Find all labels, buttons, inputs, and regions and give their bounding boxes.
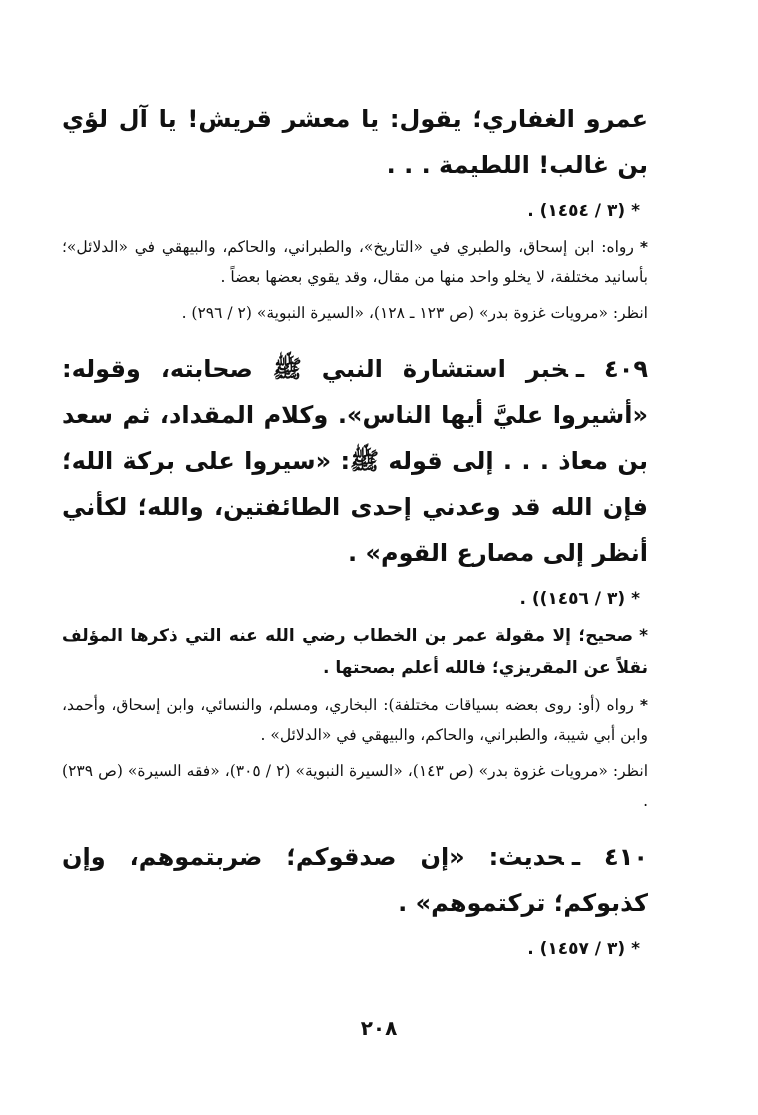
entry-409-reference xyxy=(62,584,640,614)
entry-409-heading-text: خبر استشارة النبي ﷺ صحابته، وقوله: «أشيروا عليَّ أيها الناس». وكلام المقداد، ثم سعد بن معاذ . . . إلى قوله ﷺ: «سيروا على بركة الله؛ فإن الله قد وعدني إحدى الطائفتين، والله؛ لكأني أنظر إلى مصارع القوم» . xyxy=(62,355,648,567)
entry-410-heading-text: حديث: «إن صدقوكم؛ ضربتموهم، وإن كذبوكم؛ تركتموهم» . xyxy=(62,843,648,917)
entry-409-grading-text: صحيح؛ إلا مقولة عمر بن الخطاب رضي الله عنه التي ذكرها المؤلف نقلاً عن المقريزي؛ فالله أعلم بصحتها . xyxy=(62,626,648,678)
page-body xyxy=(62,96,648,964)
footnote-sources xyxy=(62,232,648,292)
asterisk-icon: * xyxy=(631,939,640,959)
asterisk-icon: * xyxy=(639,238,648,256)
asterisk-icon: * xyxy=(639,696,648,714)
entry-409-grading xyxy=(62,620,648,684)
footnote-sources-text: رواه: ابن إسحاق، والطبري في «التاريخ»، والطبراني، والحاكم، والبيهقي في «الدلائل»؛ بأسانيد مختلفة، لا يخلو واحد منها من مقال، وقد يقوي بعضها بعضاً . xyxy=(62,238,648,286)
entry-409-see-also-text: انظر: «مرويات غزوة بدر» (ص ١٤٣)، «السيرة النبوية» (٢ / ٣٠٥)، «فقه السيرة» (ص ٢٣٩) . xyxy=(62,762,649,810)
entry-410-heading xyxy=(62,834,648,926)
asterisk-icon: * xyxy=(631,589,640,609)
entry-409-sources xyxy=(62,690,648,750)
entry-410-reference-text: (٣ / ١٤٥٧) . xyxy=(527,939,626,959)
entry-409-number: ٤٠٩ ـ xyxy=(575,355,648,383)
entry-409-sources-text: رواه (أو: روى بعضه بسياقات مختلفة): البخاري، ومسلم، والنسائي، وابن إسحاق، وأحمد، وابن أبي شيبة، والطبراني، والحاكم، والبيهقي في «الدلائل» . xyxy=(62,696,648,744)
entry-409-reference-text: (٣ / ١٤٥٦)) . xyxy=(519,589,626,609)
footnote-see-also-text: انظر: «مرويات غزوة بدر» (ص ١٢٣ ـ ١٢٨)، «السيرة النبوية» (٢ / ٢٩٦) . xyxy=(181,304,648,322)
asterisk-icon: * xyxy=(631,201,640,221)
entry-410-reference xyxy=(62,934,640,964)
entry-409-see-also xyxy=(62,756,648,816)
footnote-see-also xyxy=(62,298,648,328)
volume-reference-text: (٣ / ١٤٥٤) . xyxy=(527,201,626,221)
page-number: ٢٠٨ xyxy=(360,1016,398,1040)
entry-409-heading xyxy=(62,346,648,576)
entry-410-number: ٤١٠ ـ xyxy=(571,843,648,871)
volume-reference xyxy=(62,196,640,226)
asterisk-icon: * xyxy=(639,626,648,646)
continued-heading-text: عمرو الغفاري؛ يقول: يا معشر قريش! يا آل لؤي بن غالب! اللطيمة . . . xyxy=(62,105,648,179)
continued-heading xyxy=(62,96,648,188)
